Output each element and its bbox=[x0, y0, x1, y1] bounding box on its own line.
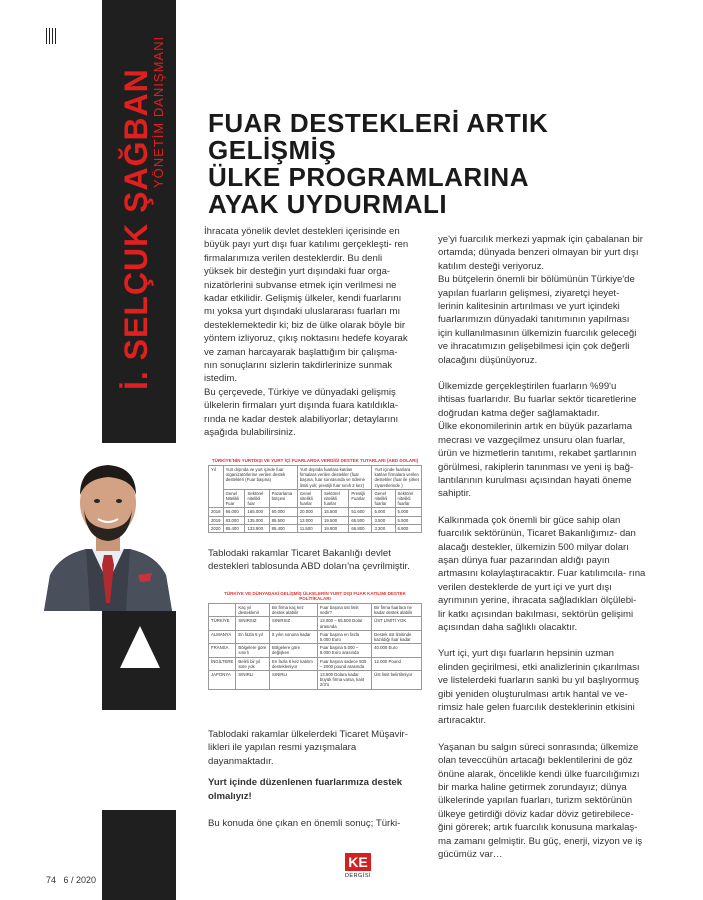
table-row bbox=[209, 516, 422, 524]
table-cell: 65.500 bbox=[349, 516, 372, 524]
paragraph: Bu bütçelerin önemli bir bölümünün Türkiye'de yapılan fuarların gelişmesi, ziyaretçi heyet- lerinin kalitesinin artırılması ve yurt içindeki fuarlarımızın dünyadaki tanıtımının yapılması için kullanılmasının ülkemizin fuarcılık geleceği ve ihracatımızın gelişebilmesi için çok değerli olacağını düşünüyoruz. bbox=[438, 274, 637, 366]
table-header-cell bbox=[209, 604, 236, 617]
table-cell: FRANSA bbox=[209, 644, 236, 657]
table-cell: JAPONYA bbox=[209, 671, 236, 690]
paragraph: Bu konuda öne çıkan en önemli sonuç; Türki- bbox=[208, 818, 401, 830]
title-line: ÜLKE PROGRAMLARINA bbox=[208, 162, 529, 192]
table-cell: 2019 bbox=[209, 516, 224, 524]
table-header-row bbox=[209, 466, 422, 490]
table-cell: 20.000 bbox=[297, 508, 321, 516]
table-cell: ALMANYA bbox=[209, 630, 236, 643]
sidebar bbox=[0, 0, 176, 900]
table-cell: 135.000 bbox=[245, 516, 269, 524]
table-header-cell: Sektörel nitelikli fuarlar bbox=[322, 489, 349, 508]
table-cell: 13.000 – 65.500 Dolar arasında bbox=[317, 617, 371, 630]
support-policies-table bbox=[208, 589, 422, 690]
table-header-cell: Sektörel nitelikli fuarlar bbox=[395, 489, 421, 508]
paragraph: Ülkemizde gerçekleştirilen fuarların %99'u ihtisas fuarlarıdır. Bu fuarlar sektör ticaretlerine doğrudan katma değer sağlamaktadır. bbox=[438, 381, 637, 419]
column-right bbox=[438, 233, 646, 861]
table-cell: 6.900 bbox=[395, 524, 421, 532]
table-cell: ÜST LİMİTİ YOK bbox=[372, 617, 422, 630]
table-header-cell: Yurt dışında fuarlara katılan firmalara verilen destekler (fuar başına, fuar sonrasında ve ödeme limiti yok; prestijli fuar sınıfı 2 kez) bbox=[297, 466, 372, 490]
table-row bbox=[209, 617, 422, 630]
magazine-logo bbox=[338, 853, 378, 879]
table-cell: 2018 bbox=[209, 508, 224, 516]
table-cell: 15.500 bbox=[322, 508, 349, 516]
paragraph: Bu çerçevede, Türkiye ve dünyadaki gelişmiş ülkelerin firmaları yurt dışında fuara katıldıkla- rında ne kadar destek alabiliyorlar; detaylarını aşağıda bulabilirsiniz. bbox=[204, 386, 399, 439]
table-header-row bbox=[209, 604, 422, 617]
table-header-cell: Yurt dışında ve yurt içinde fuar organizatörlerine verilen destek destekleri (Fuar başına) bbox=[223, 466, 297, 490]
table-cell: 19.500 bbox=[322, 516, 349, 524]
page-number: 74 bbox=[46, 875, 57, 885]
table-header-cell: Bir firma fuarlara ne kadar destek alabilir bbox=[372, 604, 422, 617]
table-cell: 66.000 bbox=[223, 508, 245, 516]
table-header-cell: Pazarlama bütçesi bbox=[269, 489, 297, 508]
table-cell: 165.000 bbox=[245, 508, 269, 516]
article-title bbox=[208, 110, 648, 218]
table-cell: 3.500 bbox=[372, 516, 395, 524]
sidebar-dark-band-bottom bbox=[102, 810, 176, 900]
subheading: Yurt içinde düzenlenen fuarlarımıza destek olmalıyız! bbox=[208, 777, 403, 802]
table-caption: TÜRKİYE VE DÜNYADAKİ GELİŞMİŞ ÜLKELERİN YURT DIŞI FUAR KATILIMI DESTEK POLİTİKALARI bbox=[224, 591, 406, 601]
title-line: AYAK UYDURMALI bbox=[208, 189, 448, 219]
table-cell: Belirli bir yıl süre yok bbox=[236, 657, 270, 670]
table-cell: Üst limit belirtilmiyor bbox=[372, 671, 422, 690]
logo-k: K bbox=[348, 854, 359, 870]
table-cell: 11.500 bbox=[297, 524, 321, 532]
table-cell: 13.500 Dolara kadar büyük firma varsa, kalıt 2/3'ü bbox=[317, 671, 371, 690]
paragraph: Ülke ekonomilerinin artık en büyük pazarlama mecrası ve vazgeçilmez unsuru olan fuarlar, ürün ve hizmetlerin tanıtımı, rekabet şartlarının görülmesi, rakiplerin tanınması ve yeni iş bağ- lantılarının kurulması açısından hayati öneme sahiptir. bbox=[438, 421, 637, 500]
table-header-row bbox=[209, 489, 422, 508]
table-cell: 60.000 bbox=[269, 508, 297, 516]
paragraph: Yurt içi, yurt dışı fuarların hepsinin uzman elinden geçirilmesi, etki analizlerinin çıkarılması ve listelerdeki fuarların sanki bu yıl başlıyormuş gibi yeniden oluşturulması artık hantal ve ve- rimsiz hale gelen fuarcılık desteklerinin etkisini artıracaktır. bbox=[438, 648, 640, 727]
paragraph: Tablodaki rakamlar Ticaret Bakanlığı devlet destekleri tablosunda ABD doları'na çevrilmiştir. bbox=[208, 548, 410, 573]
page-footer bbox=[46, 875, 96, 885]
table-row bbox=[209, 671, 422, 690]
table-row bbox=[209, 644, 422, 657]
logo-subtitle: DERGİSİ bbox=[344, 873, 372, 879]
paragraph: Tablodaki rakamlar ülkelerdeki Ticaret Müşavir- likleri ile yapılan resmi yazışmalara dayanmaktadır. bbox=[208, 729, 408, 767]
table-header-cell: Genel nitelikli fuarlar bbox=[297, 489, 321, 508]
table-header-cell: Yurt içinde fuarlara katılan firmalara verilen destekler (fuar ile şirket ziyaretlerinde ) bbox=[372, 466, 422, 490]
table-cell: İNGİLTERE bbox=[209, 657, 236, 670]
table-cell: Destek üst limitinde kazıldığı fuar kadar bbox=[372, 630, 422, 643]
table-cell: 13.000 bbox=[297, 516, 321, 524]
table-cell: SINIRSIZ bbox=[270, 617, 318, 630]
table-cell: TÜRKİYE bbox=[209, 617, 236, 630]
table-cell: 133.900 bbox=[245, 524, 269, 532]
table-row bbox=[209, 524, 422, 532]
table-cell: SINIRLI bbox=[270, 671, 318, 690]
table-cell: Fuar başına 5.000 – 8.000 Euro arasında bbox=[317, 644, 371, 657]
table-header-cell: Kaç yıl desteklenir bbox=[236, 604, 270, 617]
table-cell: SINIRLI bbox=[236, 671, 270, 690]
table-cell: 5 yılın sonuna kadar bbox=[270, 630, 318, 643]
table-row bbox=[209, 508, 422, 516]
paragraph: Yaşanan bu salgın süreci sonrasında; ülkemize olan teveccühün artacağı beklentilerini de göz önüne alarak, öncelikle kendi ülke fuarcılığımızı bir marka haline getirmek zorundayız; dünya ülkelerinde yapılan fuarları, turizm sektörünün ülkeye getirdiği döviz kadar döviz getirebilece- ğini görerek; artık fuarcılık konusuna markalaş- ma zamanı gelmiştir. Bu güç, enerji, vizyon ve iş gücümüz var… bbox=[438, 741, 643, 861]
table-cell: 5.000 bbox=[372, 508, 395, 516]
table-cell: Bölgelere göre değişken bbox=[270, 644, 318, 657]
table-cell: Bölgelere göre sınırlı bbox=[236, 644, 270, 657]
table-header-cell: Fuar başına üst limit nedir? bbox=[317, 604, 371, 617]
paragraph: İhracata yönelik devlet destekleri içerisinde en büyük payı yurt dışı fuar katılımı gerçekleşti- ren firmalarımıza verilen desteklerdir. Bu denli yüksek bir desteğin yurt dışındaki fuar orga- nizatörlerini subvanse etmek için verilmesi ne kadar etkilidir. Gelişmiş ülkeler, kendi fuarlarını mı yoksa yurt dışındaki uluslararası fuarları mı desteklemektedir ki; biz de ülke olarak böyle bir yöntem izliyoruz, çıkış noktasını hedefe koyarak ve zaman harcayarak başlattığım bir çalışma- nın sonuçlarını sizlerin takdirlerinize sunmak istedim. bbox=[204, 226, 409, 385]
author-name: İ. SELÇUK ŞAĞBAN bbox=[118, 68, 154, 390]
table-header-cell: Yıl bbox=[209, 466, 224, 508]
table-cell: 19.800 bbox=[322, 524, 349, 532]
paragraph: ye'yi fuarcılık merkezi yapmak için çabalanan bir ortamda; dünyada benzeri olmayan bir yurt dışı katılım desteği veriyoruz. bbox=[438, 234, 643, 272]
logo-e: E bbox=[358, 854, 368, 870]
table-row bbox=[209, 657, 422, 670]
table-row bbox=[209, 630, 422, 643]
author-role: YÖNETİM DANIŞMANI bbox=[151, 35, 166, 188]
column-left-bottom bbox=[208, 728, 416, 830]
title-line: FUAR DESTEKLERİ ARTIK GELİŞMİŞ bbox=[208, 108, 549, 165]
table-cell: 51.600 bbox=[349, 508, 372, 516]
table-cell: 3.300 bbox=[372, 524, 395, 532]
table-cell: 5.500 bbox=[395, 516, 421, 524]
table-cell: 83.000 bbox=[223, 516, 245, 524]
table-cell: 5.000 bbox=[395, 508, 421, 516]
table-header-cell: Genel Nitelikli Fuar bbox=[223, 489, 245, 508]
table-cell: SINIRSIZ bbox=[236, 617, 270, 630]
author-photo bbox=[30, 443, 186, 611]
table-cell: 85.400 bbox=[269, 524, 297, 532]
logo-mark bbox=[345, 853, 370, 871]
issue-number: 6 / 2020 bbox=[63, 875, 97, 885]
support-amounts-table bbox=[208, 456, 422, 533]
table-cell: En fazla 5 yıl bbox=[236, 630, 270, 643]
table-cell: 2020 bbox=[209, 524, 224, 532]
table-header-cell: Genel nitelikli fuarlar bbox=[372, 489, 395, 508]
table-cell: 66.800 bbox=[349, 524, 372, 532]
table-cell: 85.500 bbox=[269, 516, 297, 524]
table-header-cell: Prestijli Fuarlar bbox=[349, 489, 372, 508]
paragraph: Kalkınmada çok önemli bir güce sahip olan fuarcılık sektörünün, Ticaret Bakanlığımız- dan alacağı destekler, ülkemizin 500 milyar doları aşan dünya fuar pazarından aldığı payın artmasını kolaylaştıracaktır. Fuar katılımcıla- rına verilen desteklerde de yurt içi ve yurt dışı ayrımının yerine, ihracata sağladıkları ölçülebi- lir katkı açısından bakılması, sektörün gelişimi açısından daha sağlıklı olacaktır. bbox=[438, 514, 646, 633]
table-cell: 12.000 Pound bbox=[372, 657, 422, 670]
table-cell: Fuar başına sadece 500 – 2000 pound arasında bbox=[317, 657, 371, 670]
table-cell: 40.000 Euro bbox=[372, 644, 422, 657]
table-header-cell: Bir firma kaç kez destek alabilir bbox=[270, 604, 318, 617]
table-cell: En fazla 6 kez katılım destekleniyor bbox=[270, 657, 318, 670]
column-left bbox=[204, 225, 410, 440]
table-header-cell: Sektörel nitelikli fuar bbox=[245, 489, 269, 508]
barcode-stripes-icon bbox=[46, 28, 58, 44]
triangle-icon bbox=[120, 626, 160, 668]
table-cell: Fuar başına en fazla 5.000 Euro bbox=[317, 630, 371, 643]
table-cell: 85.400 bbox=[223, 524, 245, 532]
table-caption: TÜRKİYE'NİN YURTDIŞI VE YURT İÇİ FUARLARDA VERDİĞİ DESTEK TUTARLARI (ABD DOLARI) bbox=[211, 458, 419, 463]
